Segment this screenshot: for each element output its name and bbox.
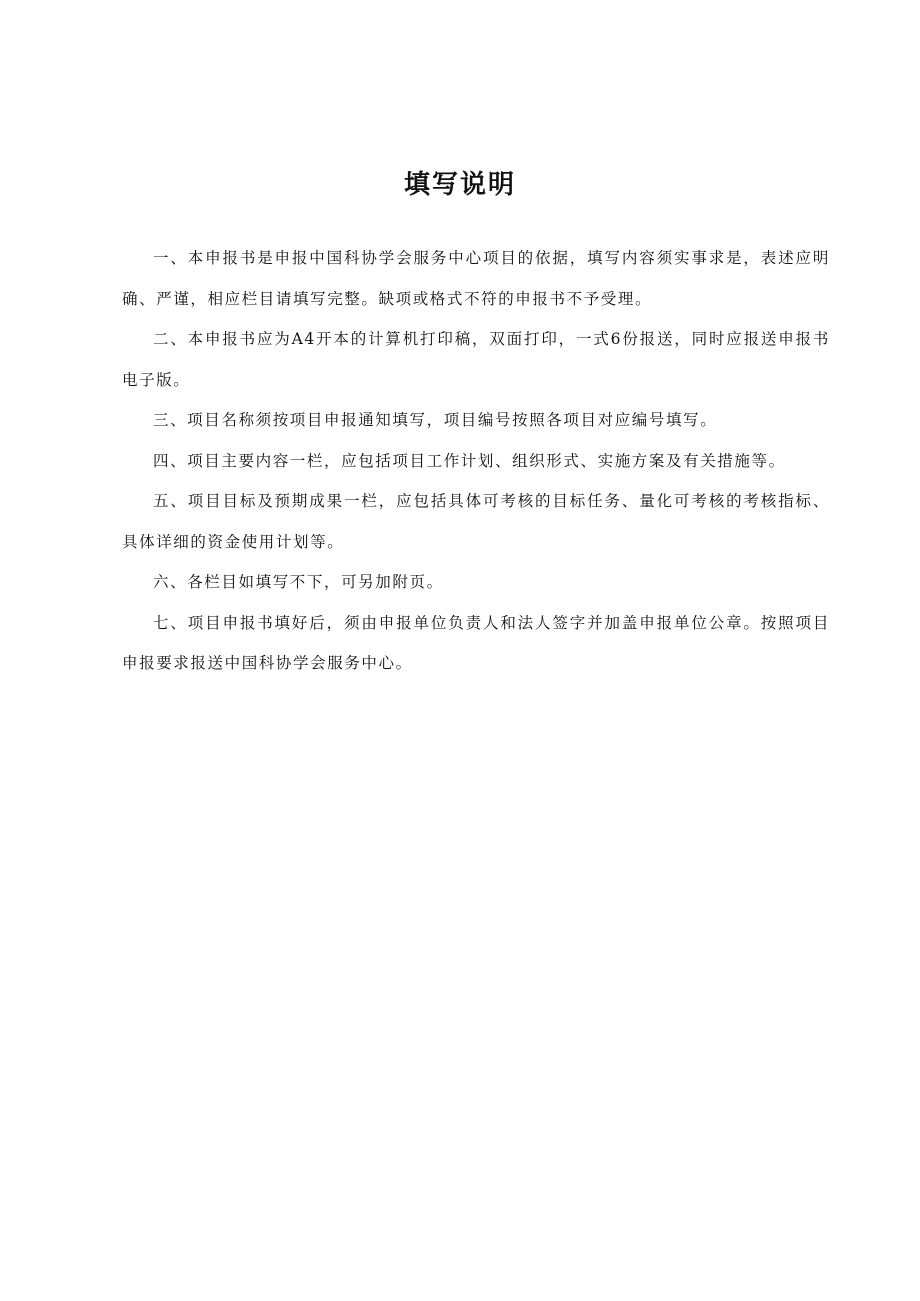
page-title: 填写说明 — [403, 170, 516, 200]
instruction-paragraph-6: 六、各栏目如填写不下，可另加附页。 — [153, 573, 444, 591]
instruction-paragraph-1: 一、本申报书是申报中国科协学会服务中心项目的依据，填写内容须实事求是，表述应明确、严谨，相应栏目请填写完整。缺项或格式不符的申报书不予受理。 — [122, 249, 830, 308]
instruction-paragraph-5: 五、项目目标及预期成果一栏，应包括具体可考核的目标任务、量化可考核的考核指标、具体详细的资金使用计划等。 — [122, 492, 830, 551]
instruction-paragraph-3: 三、项目名称须按项目申报通知填写，项目编号按照各项目对应编号填写。 — [153, 411, 718, 429]
instruction-paragraph-4: 四、项目主要内容一栏，应包括项目工作计划、组织形式、实施方案及有关措施等。 — [153, 451, 786, 470]
instruction-paragraph-7: 七、项目申报书填好后，须由申报单位负责人和法人签字并加盖申报单位公章。按照项目申报要求报送中国科协学会服务中心。 — [122, 613, 830, 672]
instructions-body — [122, 238, 830, 684]
instruction-paragraph-2: 二、本申报书应为A4开本的计算机打印稿，双面打印，一式6份报送，同时应报送申报书电子版。 — [122, 330, 830, 389]
